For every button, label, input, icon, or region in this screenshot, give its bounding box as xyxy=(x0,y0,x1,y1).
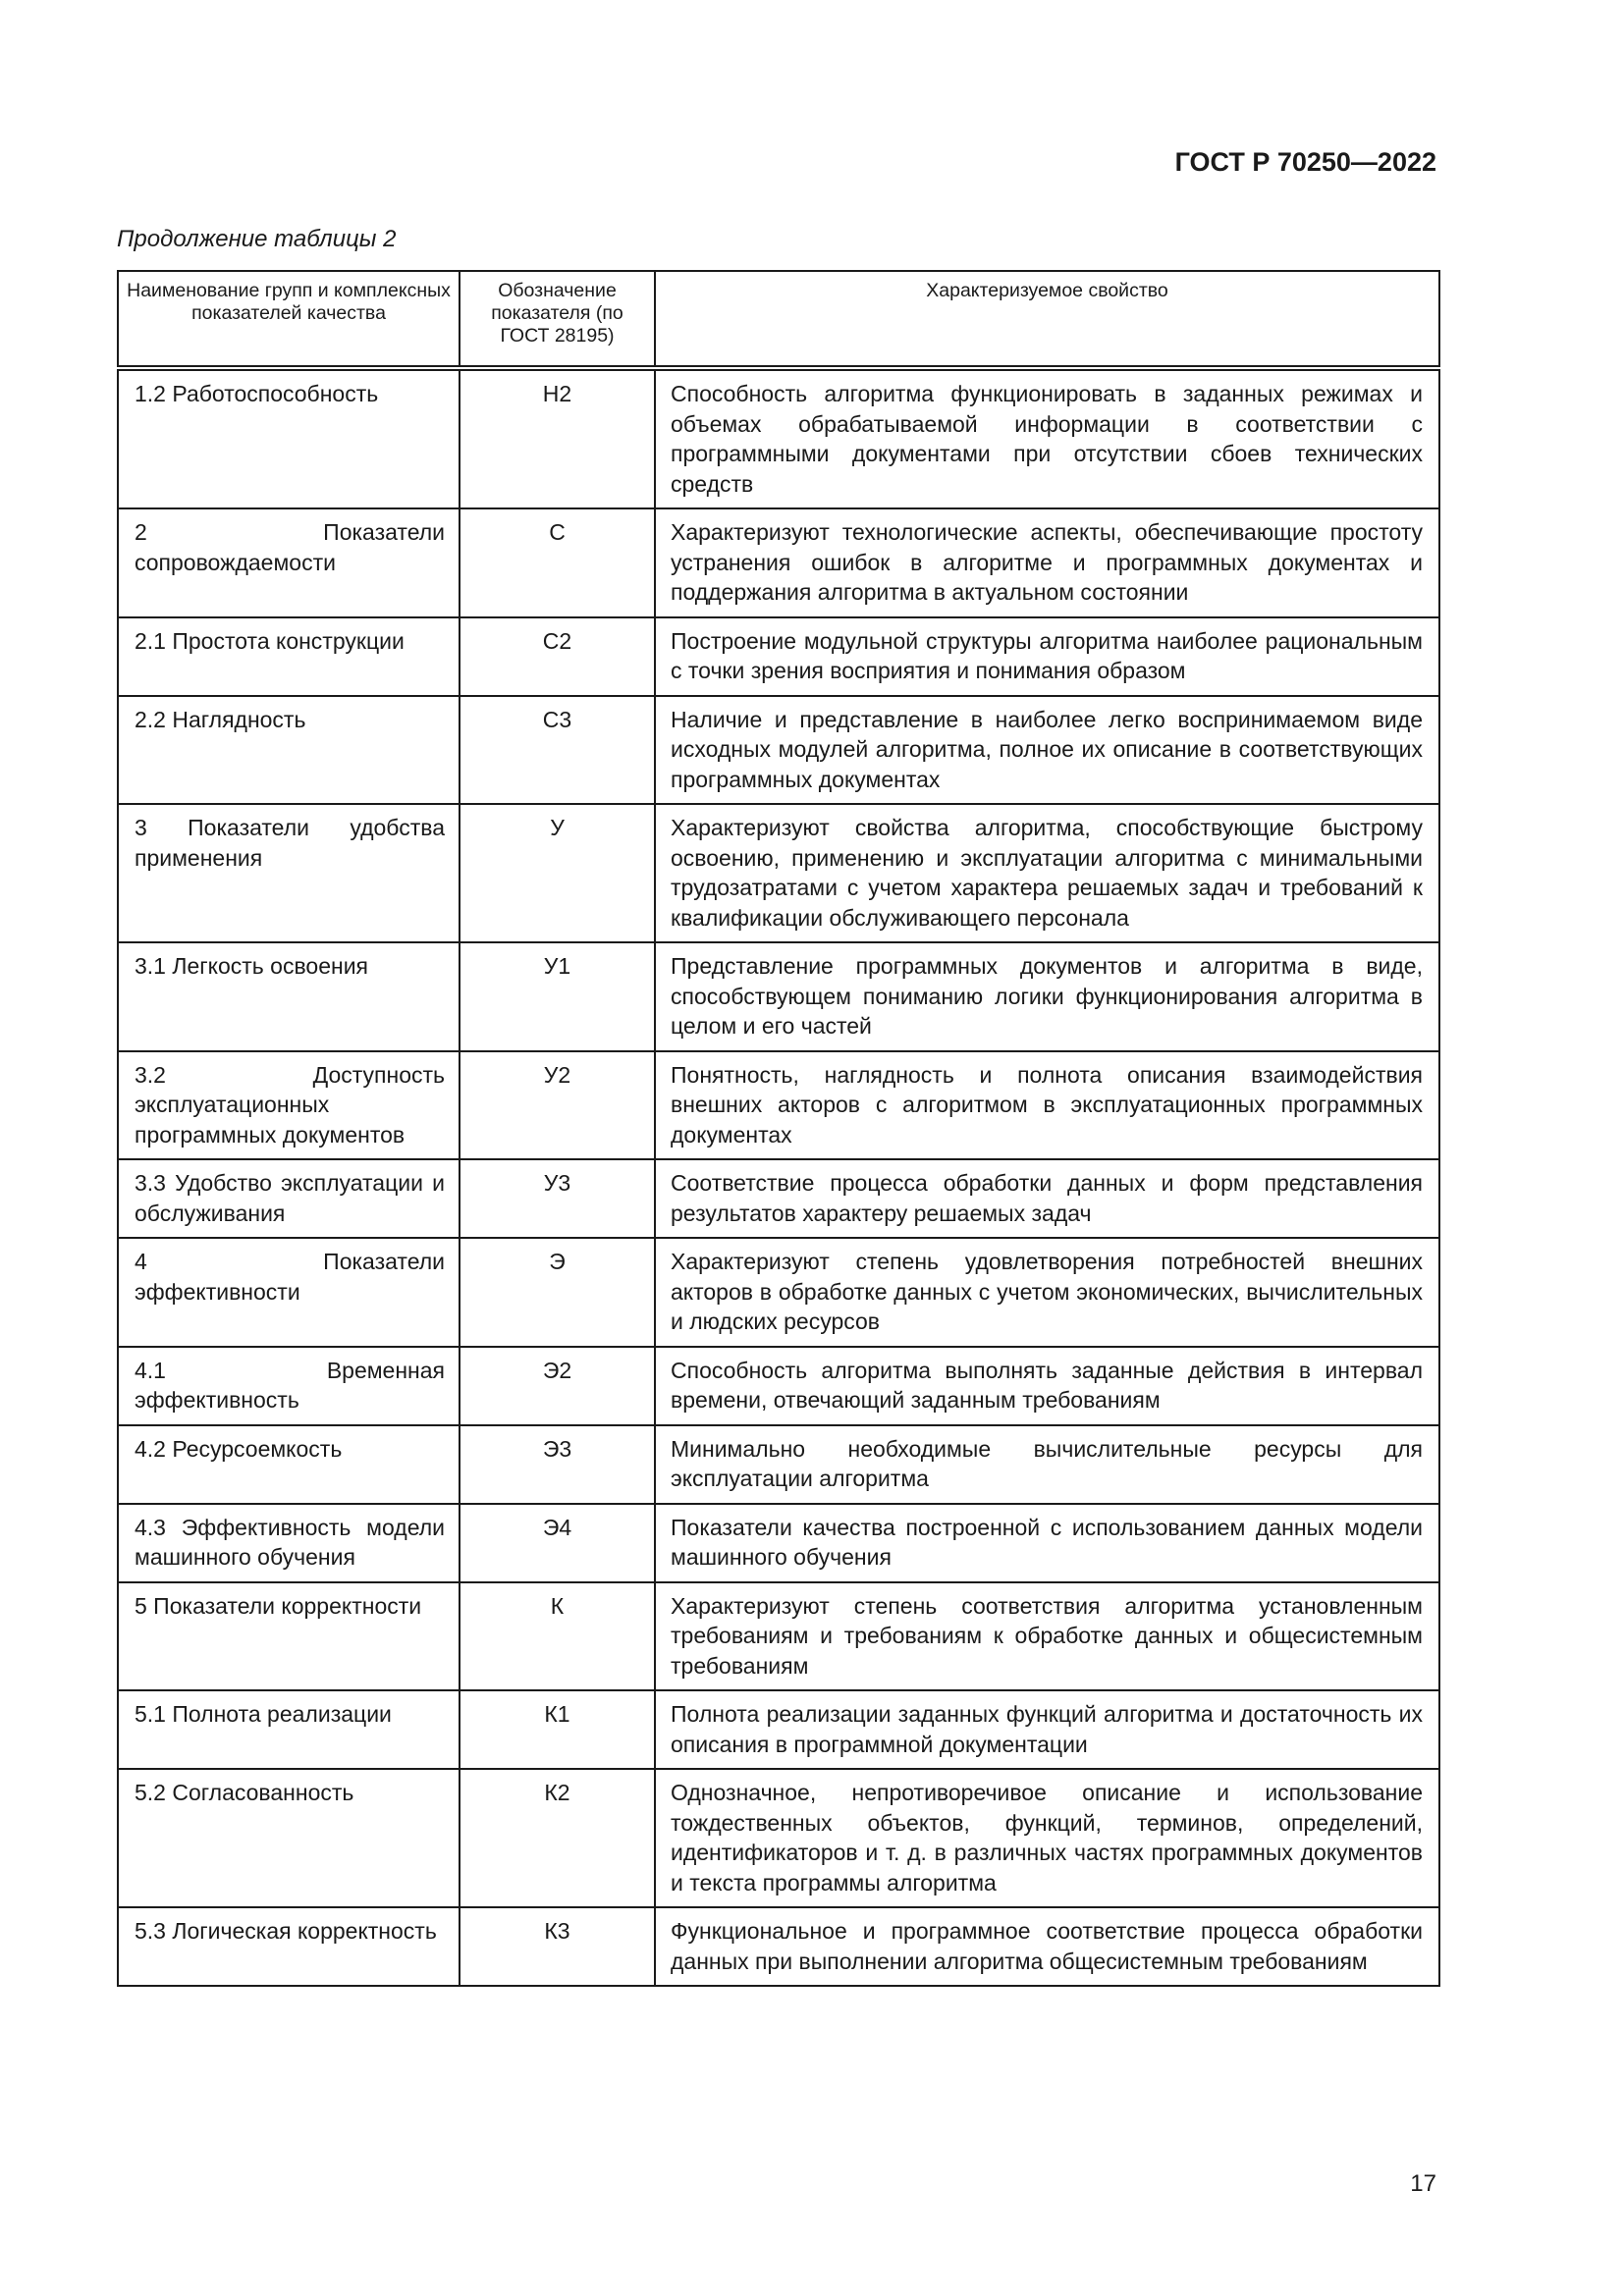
table-row xyxy=(118,1238,1439,1347)
property-description-cell: Соответствие процесса обработки данных и форм представления результатов характеру решаемых задач xyxy=(655,1159,1439,1238)
table-row xyxy=(118,1159,1439,1238)
indicator-code-cell: К xyxy=(460,1582,655,1691)
indicator-name-cell: 3.1 Легкость освоения xyxy=(118,942,460,1051)
table-row xyxy=(118,1504,1439,1582)
indicator-name-cell: 3.2 Доступность эксплуатационных программных документов xyxy=(118,1051,460,1160)
document-id: ГОСТ Р 70250—2022 xyxy=(1174,147,1436,177)
table-body xyxy=(118,368,1439,1986)
indicator-name-cell: 3.3 Удобство эксплуатации и обслуживания xyxy=(118,1159,460,1238)
table-row xyxy=(118,1347,1439,1425)
property-description-cell: Характеризуют свойства алгоритма, способствующие быстрому освоению, применению и эксплуатации алгоритма с минимальными трудозатратами с учетом характера решаемых задач и требований к квалификации обслуживающего персонала xyxy=(655,804,1439,942)
indicator-name-cell: 4.3 Эффективность модели машинного обучения xyxy=(118,1504,460,1582)
indicator-name-cell: 5.1 Полнота реализации xyxy=(118,1690,460,1769)
property-description-cell: Понятность, наглядность и полнота описания взаимодействия внешних акторов с алгоритмом в эксплуатационных программных документах xyxy=(655,1051,1439,1160)
table-row xyxy=(118,1051,1439,1160)
property-description-cell: Способность алгоритма функционировать в заданных режимах и объемах обрабатываемой информации в соответствии с программными документами при отсутствии сбоев технических средств xyxy=(655,368,1439,508)
table-row xyxy=(118,617,1439,696)
property-description-cell: Минимально необходимые вычислительные ресурсы для эксплуатации алгоритма xyxy=(655,1425,1439,1504)
indicator-name-cell: 1.2 Работоспособность xyxy=(118,368,460,508)
column-header-group-name: Наименование групп и комплексных показателей качества xyxy=(118,271,460,368)
indicator-name-cell: 4.1 Временная эффективность xyxy=(118,1347,460,1425)
indicator-code-cell: Э4 xyxy=(460,1504,655,1582)
property-description-cell: Наличие и представление в наиболее легко воспринимаемом виде исходных модулей алгоритма, полное их описание в соответствующих программных документах xyxy=(655,696,1439,805)
indicator-code-cell: Э2 xyxy=(460,1347,655,1425)
table-row xyxy=(118,1769,1439,1907)
header-row xyxy=(118,271,1439,368)
indicator-code-cell: Н2 xyxy=(460,368,655,508)
indicator-code-cell: К3 xyxy=(460,1907,655,1986)
table-row xyxy=(118,508,1439,617)
table-row xyxy=(118,1425,1439,1504)
table-caption: Продолжение таблицы 2 xyxy=(117,226,397,252)
indicator-name-cell: 4 Показатели эффективности xyxy=(118,1238,460,1347)
table-row xyxy=(118,942,1439,1051)
table-header xyxy=(118,271,1439,368)
indicator-name-cell: 2.1 Простота конструкции xyxy=(118,617,460,696)
property-description-cell: Способность алгоритма выполнять заданные действия в интервал времени, отвечающий заданным требованиям xyxy=(655,1347,1439,1425)
indicator-name-cell: 5.2 Согласованность xyxy=(118,1769,460,1907)
indicator-code-cell: У2 xyxy=(460,1051,655,1160)
property-description-cell: Характеризуют технологические аспекты, обеспечивающие простоту устранения ошибок в алгоритме и программных документах и поддержания алгоритма в актуальном состоянии xyxy=(655,508,1439,617)
indicator-name-cell: 4.2 Ресурсоемкость xyxy=(118,1425,460,1504)
property-description-cell: Представление программных документов и алгоритма в виде, способствующем пониманию логики функционирования алгоритма в целом и его частей xyxy=(655,942,1439,1051)
property-description-cell: Характеризуют степень удовлетворения потребностей внешних акторов в обработке данных с учетом экономических, вычислительных и людских ресурсов xyxy=(655,1238,1439,1347)
property-description-cell: Построение модульной структуры алгоритма наиболее рациональным с точки зрения восприятия и понимания образом xyxy=(655,617,1439,696)
table-row xyxy=(118,1582,1439,1691)
column-header-designation: Обозначение показателя (по ГОСТ 28195) xyxy=(460,271,655,368)
indicator-code-cell: К1 xyxy=(460,1690,655,1769)
property-description-cell: Характеризуют степень соответствия алгоритма установленным требованиям и требованиям к обработке данных и общесистемным требованиям xyxy=(655,1582,1439,1691)
indicator-code-cell: Э xyxy=(460,1238,655,1347)
indicator-code-cell: У xyxy=(460,804,655,942)
indicator-code-cell: С xyxy=(460,508,655,617)
indicator-code-cell: К2 xyxy=(460,1769,655,1907)
indicator-name-cell: 5 Показатели корректности xyxy=(118,1582,460,1691)
indicator-code-cell: Э3 xyxy=(460,1425,655,1504)
indicator-code-cell: У1 xyxy=(460,942,655,1051)
property-description-cell: Однозначное, непротиворечивое описание и использование тождественных объектов, функций, терминов, определений, идентификаторов и т. д. в различных частях программных документов и текста программы алгоритма xyxy=(655,1769,1439,1907)
table-row xyxy=(118,1907,1439,1986)
indicator-code-cell: С2 xyxy=(460,617,655,696)
table-row xyxy=(118,804,1439,942)
table-row xyxy=(118,696,1439,805)
indicator-name-cell: 3 Показатели удобства применения xyxy=(118,804,460,942)
property-description-cell: Функциональное и программное соответствие процесса обработки данных при выполнении алгоритма общесистемным требованиям xyxy=(655,1907,1439,1986)
indicator-name-cell: 5.3 Логическая корректность xyxy=(118,1907,460,1986)
indicator-name-cell: 2 Показатели сопровождаемости xyxy=(118,508,460,617)
page-number: 17 xyxy=(1410,2170,1436,2197)
column-header-property: Характеризуемое свойство xyxy=(655,271,1439,368)
indicator-name-cell: 2.2 Наглядность xyxy=(118,696,460,805)
indicator-code-cell: С3 xyxy=(460,696,655,805)
property-description-cell: Показатели качества построенной с использованием данных модели машинного обучения xyxy=(655,1504,1439,1582)
table-row xyxy=(118,368,1439,508)
property-description-cell: Полнота реализации заданных функций алгоритма и достаточность их описания в программной документации xyxy=(655,1690,1439,1769)
quality-indicators-table xyxy=(117,270,1440,1987)
table-row xyxy=(118,1690,1439,1769)
indicator-code-cell: У3 xyxy=(460,1159,655,1238)
